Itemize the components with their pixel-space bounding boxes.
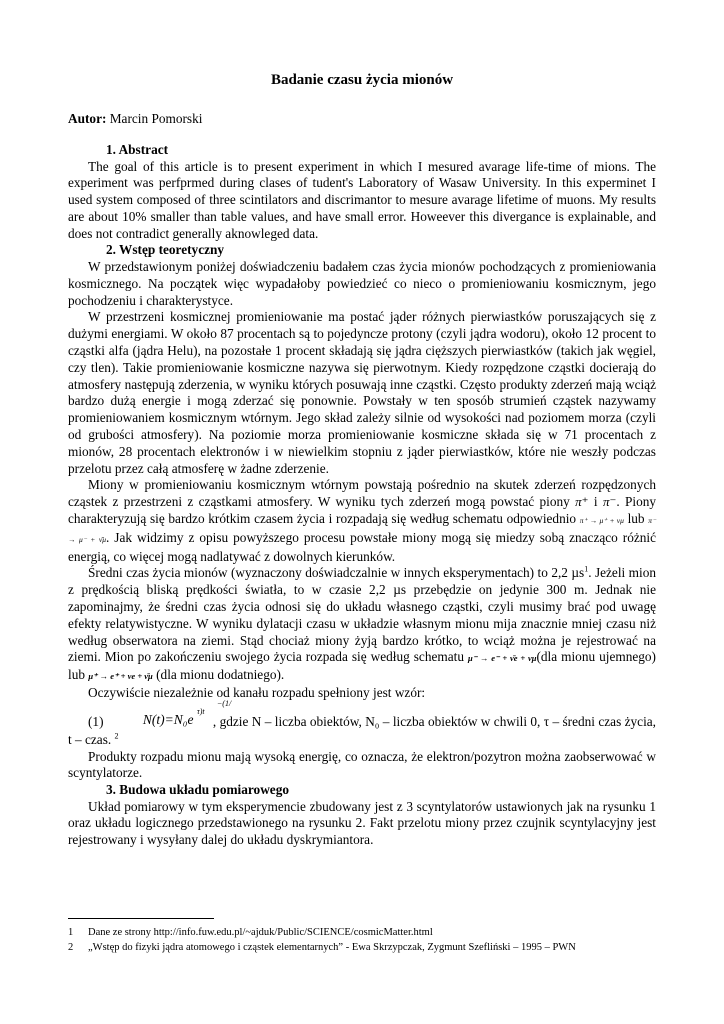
intro-paragraph-1: W przedstawionym poniżej doświadczeniu badałem czas życia mionów pochodzących z promieniowania kosmicznego. Na początek więc wypadałoby powiedzieć co nieco o promieniowaniu kosmicznym, jego pochodzeniu i charakterystyce. [68, 258, 656, 308]
p4-text-a: Średni czas życia mionów (wyznaczony doświadczalnie w innych eksperymentach) to 2,2 µs [88, 565, 585, 581]
pi-minus-symbol: π⁻ [602, 494, 617, 510]
document-page [68, 70, 656, 849]
footnote-1 [68, 926, 433, 939]
pion-decay-plus: π⁺ → μ⁺ + νμ [579, 515, 624, 525]
pion-decay-minus: π⁻ → μ⁻ + ν̄μ [68, 515, 656, 544]
footnote-1-number: 1 [68, 927, 74, 938]
footnote-separator [68, 918, 214, 919]
intro-paragraph-6: Produkty rozpadu mionu mają wysoką energię, co oznacza, że elektron/pozytron można zaobserwować w scyntylatorze. [68, 748, 656, 781]
equation-description: , gdzie N – liczba obiektów, N₀ – liczba obiektów w chwili 0, τ – średni czas życia, t – czas. [68, 713, 656, 747]
setup-heading: 3. Budowa układu pomiarowego [106, 782, 290, 798]
abstract-heading: 1. Abstract [106, 142, 169, 157]
intro-paragraph-3 [68, 477, 656, 565]
author-label: Autor: [68, 111, 107, 126]
decay-formula [123, 698, 232, 732]
muon-decay-minus: μ⁻ → e⁻ + ν̄e + νμ [467, 653, 537, 664]
intro-heading: 2. Wstęp teoretyczny [106, 242, 225, 258]
muon-decay-plus: μ⁺ → e⁺ + νe + ν̄μ [88, 671, 153, 682]
pi-plus-symbol: π⁺ [575, 494, 589, 510]
footnote-ref-1[interactable]: 1 [584, 564, 589, 574]
p3-text-a: Miony w promieniowaniu kosmicznym wtórnym powstają pośrednio na skutek zderzeń rozpędzonych cząstek z przestrzeni z cząstkami atmosfery. W wyniku tych zderzeń mogą powstać piony [68, 477, 656, 510]
formula-exponent: −(1/τ)t [196, 698, 232, 716]
setup-paragraph: Układ pomiarowy w tym eksperymencie zbudowany jest z 3 scyntylatorów ustawionych jak na rysunku 1 oraz układu logicznego przedstawionego na rysunku 2. Fakt przelotu miony przez czujnik scyntylacyjny jest rejestrowany i wysyłany dalej do układu dyskrymiantora. [68, 798, 656, 848]
equation-paragraph [68, 698, 656, 749]
p3-i: i [593, 494, 598, 510]
p3-text-b: . Piony charakteryzują się bardzo krótkim czasem życia i rozpadają się według schematu odpowiednio [68, 494, 657, 526]
intro-paragraph-4 [68, 565, 656, 685]
footnote-ref-2[interactable]: 2 [114, 731, 119, 741]
formula-main: N(t)=N₀e [142, 711, 194, 727]
footnote-2-text: „Wstęp do fizyki jądra atomowego i cząstek elementarnych” - Ewa Skrzypczak, Zygmunt Szefliński – 1995 – PWN [88, 942, 576, 953]
intro-paragraph-2: W przestrzeni kosmicznej promieniowanie ma postać jąder różnych pierwiastków poruszających się z dużymi energiami. W około 87 procentach są to pojedyncze protony (czyli jądra wodoru), około 12 procent to cząstki alfa (jądra Helu), na pozostałe 1 procent składają się jądra cięższych pierwiastków (takich jak węgiel, czy tlen). Takie promieniowanie kosmiczne nazywa się pierwotnym. Kiedy rozpędzone cząstki docierają do atmosfery następują zderzenia, w wyniku których posuwają inne cząstki. Często produkty zderzeń mają wciąż bardzo dużą energie i mogą zderzać się ponownie. Powstały w ten sposób strumień cząstek nazywamy promieniowaniem kosmicznym wtórnym. Jego skład zależy silnie od wysokości nad poziomem morza (czyli od grubości atmosfery). Na poziomie morza promieniowanie kosmiczne składa się w 71 procentach z mionów, 28 procentach elektronów i w niewielkim stopniu z jąder pierwiastków, które nie weszły podczas przelotu przez całą atmosferę w żadne zderzenie. [68, 309, 656, 476]
footnote-1-text: Dane ze strony http://info.fuw.edu.pl/~ajduk/Public/SCIENCE/cosmicMatter.html [88, 927, 433, 938]
p4-text-d: (dla mionu dodatniego). [152, 667, 285, 683]
p4-text-b: . Jeżeli mion z prędkością bliską prędkości światła, to w czasie 2,2 µs przebędzie on jedynie 300 m. Jednak nie zapominajmy, że średni czas życia odnosi się do układu własnego cząstki, czyli musimy brać pod uwagę efekty relatywistyczne. W wyniku dylatacji czasu w układzie własnym mionu mija znacznie mniej czasu niż według obserwatora na ziemi. Stąd chociaż miony żyją bardzo krótko, to wciąż można je rejestrować na ziemi. Mion po zakończeniu swojego życia rozpada się według schematu [68, 565, 656, 665]
p4-text-c: (dla mionu ujemnego) lub [68, 649, 656, 683]
footnote-2 [68, 941, 576, 954]
author-line [68, 110, 656, 128]
page-title: Badanie czasu życia mionów [270, 72, 454, 88]
equation-number: (1) [88, 713, 104, 729]
abstract-paragraph: The goal of this article is to present experiment in which I mesured avarage life-time of mions. The experiment was perfprmed during clases of tudent's Laboratory of Wasaw University. In this experminet I used system composed of three scintilators and discrimantor to mesure avarage lifetime of muons. My results are about 10% smaller than table values, and have small error. Howeever this divergance is explainable, and does not contradict generally aknowleged data. [68, 158, 656, 241]
author-name: Marcin Pomorski [109, 111, 203, 126]
p3-text-c: . Jak widzimy z opisu powyższego procesu powstałe miony mogą się miedzy sobą znacząco różnić energią, co więcej mogą nadlatywać z dowolnych kierunków. [68, 529, 656, 564]
intro-paragraph-5: Oczywiście niezależnie od kanału rozpadu spełniony jest wzór: [88, 684, 426, 700]
footnote-2-number: 2 [68, 942, 74, 953]
p3-lub: lub [627, 510, 645, 526]
